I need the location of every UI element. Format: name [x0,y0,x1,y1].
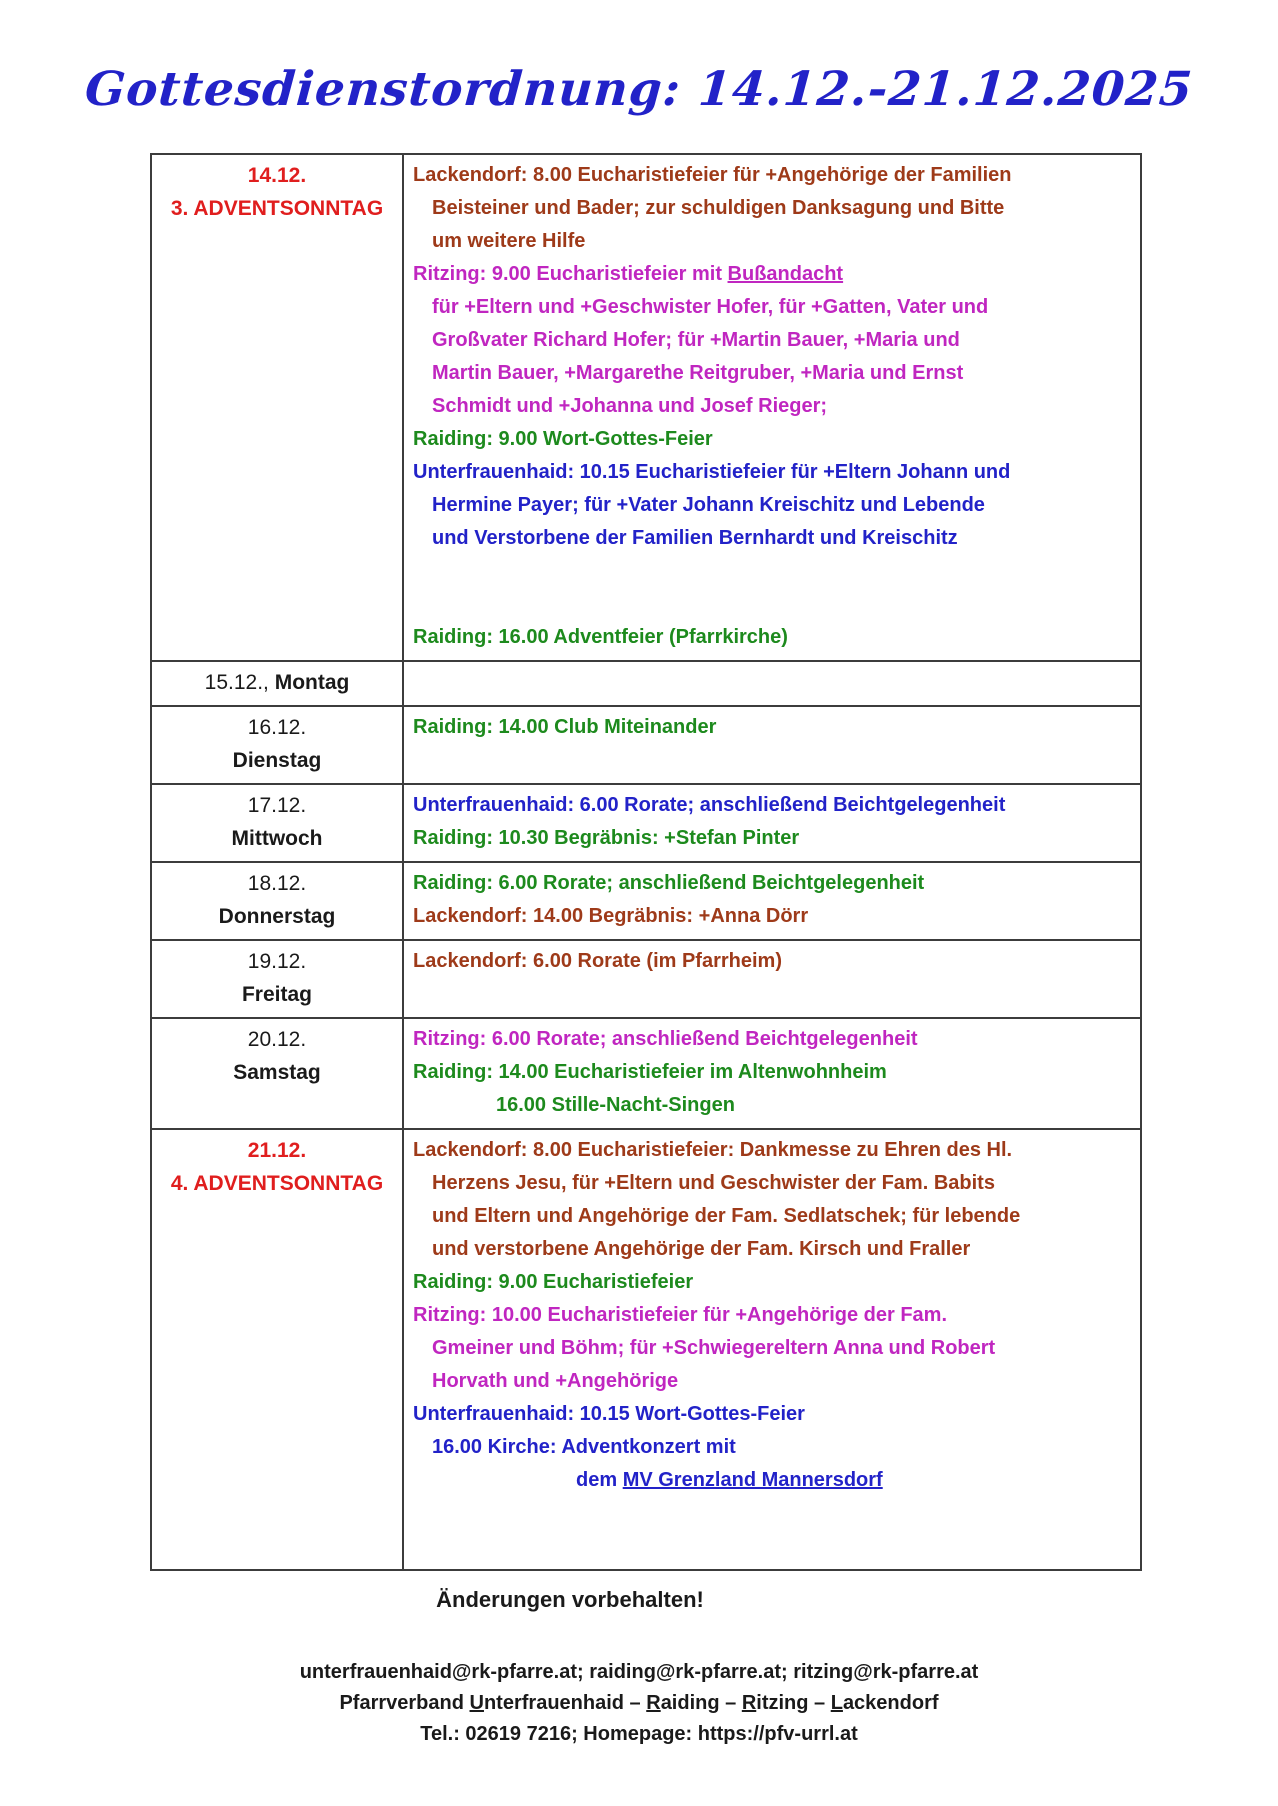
date-line [156,159,398,192]
text-segment: Unterfrauenhaid: 6.00 Rorate; anschließend Beichtgelegenheit [413,794,1006,816]
text-segment: um weitere Hilfe [432,230,586,252]
text-segment: Raiding: 9.00 Wort-Gottes-Feier [413,428,713,450]
date-cell [151,862,403,940]
service-line [408,789,1136,822]
text-segment: U [469,1692,484,1714]
text-segment: Gmeiner und Böhm; für +Schwiegereltern Anna und Robert [432,1337,996,1359]
text-segment: Dienstag [232,749,322,772]
text-segment: 16.12. [247,716,307,739]
date-line [156,822,398,855]
text-segment: 19.12. [247,950,307,973]
service-line [408,1134,1136,1167]
text-segment: ackendorf [842,1692,939,1714]
text-segment: Montag [274,671,350,694]
date-line [156,711,398,744]
text-segment: 20.12. [247,1028,307,1051]
table-row [151,862,1141,940]
table-row [151,940,1141,1018]
date-line [156,945,398,978]
date-cell [151,154,403,661]
text-segment: Ritzing: 10.00 Eucharistiefeier für +Angehörige der Fam. [413,1304,948,1326]
service-line [408,1398,1136,1431]
service-line [408,390,1136,423]
text-segment: und Verstorbene der Familien Bernhardt und Kreischitz [432,527,958,549]
footer [0,1657,1278,1750]
schedule-table [150,153,1142,1571]
service-line [408,1464,1136,1497]
services-cell [403,784,1141,862]
text-segment: 15.12., [204,671,275,694]
text-segment: Hermine Payer; für +Vater Johann Kreischitz und Lebende [432,494,985,516]
changes-note: Änderungen vorbehalten! [436,1587,704,1612]
date-line [156,978,398,1011]
service-line [408,867,1136,900]
text-segment: Martin Bauer, +Margarethe Reitgruber, +Maria und Ernst [432,362,964,384]
text-segment: Raiding: 10.30 Begräbnis: +Stefan Pinter [413,827,800,849]
service-line [408,588,1136,621]
table-row [151,661,1141,706]
text-segment: 17.12. [247,794,307,817]
text-segment: dem [576,1469,623,1491]
text-segment: 4. ADVENTSONNTAG [170,1172,384,1195]
footer-parish-line [0,1688,1278,1719]
table-row [151,154,1141,661]
text-segment: itzing – [756,1692,831,1714]
services-cell [403,1018,1141,1129]
service-line [408,1497,1136,1530]
services-cell [403,154,1141,661]
date-line [156,1056,398,1089]
service-line [408,1056,1136,1089]
text-segment: MV Grenzland Mannersdorf [622,1469,883,1491]
text-segment: Beisteiner und Bader; zur schuldigen Danksagung und Bitte [432,197,1005,219]
service-line [408,621,1136,654]
text-segment: Raiding: 6.00 Rorate; anschließend Beichtgelegenheit [413,872,925,894]
date-line [156,789,398,822]
date-cell [151,784,403,862]
services-cell [403,940,1141,1018]
text-segment: 21.12. [247,1139,307,1162]
text-segment: Lackendorf: 6.00 Rorate (im Pfarrheim) [413,950,782,972]
service-line [408,159,1136,192]
text-segment: Horvath und +Angehörige [432,1370,679,1392]
text-segment: Mittwoch [231,827,323,850]
text-segment: Lackendorf: 8.00 Eucharistiefeier für +Angehörige der Familien [413,164,1012,186]
text-segment: nterfrauenhaid – [483,1692,647,1714]
footer-emails: unterfrauenhaid@rk-pfarre.at; raiding@rk-pfarre.at; ritzing@rk-pfarre.at [299,1661,979,1683]
service-line [408,258,1136,291]
text-segment: 18.12. [247,872,307,895]
text-segment: aiding – [660,1692,742,1714]
service-line [408,555,1136,588]
text-segment: Samstag [233,1061,321,1084]
service-line [408,522,1136,555]
text-segment: R [741,1692,757,1714]
service-line [408,822,1136,855]
services-cell [403,862,1141,940]
text-segment: Pfarrverband [339,1692,470,1714]
text-segment: Bußandacht [727,263,844,285]
text-segment: und Eltern und Angehörige der Fam. Sedlatschek; für lebende [432,1205,1021,1227]
date-line [156,1134,398,1167]
text-segment: 3. ADVENTSONNTAG [170,197,384,220]
service-line [408,1299,1136,1332]
service-line [408,489,1136,522]
text-segment: Raiding: 16.00 Adventfeier (Pfarrkirche) [413,626,788,648]
text-segment: 16.00 Kirche: Adventkonzert mit [432,1436,736,1458]
service-line [408,1233,1136,1266]
text-segment: Donnerstag [218,905,336,928]
text-segment: Raiding: 9.00 Eucharistiefeier [413,1271,694,1293]
service-line [408,1023,1136,1056]
date-cell [151,1018,403,1129]
text-segment: 16.00 Stille-Nacht-Singen [496,1094,735,1116]
text-segment: R [646,1692,661,1714]
text-segment: Unterfrauenhaid: 10.15 Eucharistiefeier für +Eltern Johann und [413,461,1011,483]
services-cell [403,706,1141,784]
text-segment: Ritzing: 9.00 Eucharistiefeier mit [413,263,728,285]
service-line [408,945,1136,978]
service-line [408,192,1136,225]
service-line [408,1530,1136,1563]
service-line [408,900,1136,933]
service-line [408,1431,1136,1464]
text-segment: für +Eltern und +Geschwister Hofer, für +Gatten, Vater und [432,296,989,318]
service-line [408,423,1136,456]
date-line [156,1167,398,1200]
text-segment: Lackendorf: 14.00 Begräbnis: +Anna Dörr [413,905,809,927]
date-cell [151,706,403,784]
date-line [156,666,398,699]
text-segment: Großvater Richard Hofer; für +Martin Bauer, +Maria und [432,329,960,351]
table-row [151,1129,1141,1570]
footer-contact: Tel.: 02619 7216; Homepage: https://pfv-urrl.at [420,1723,858,1745]
service-line [408,1167,1136,1200]
text-segment: 14.12. [247,164,307,187]
text-segment: Lackendorf: 8.00 Eucharistiefeier: Dankmesse zu Ehren des Hl. [413,1139,1013,1161]
service-line [408,225,1136,258]
service-line [408,1365,1136,1398]
text-segment: Freitag [241,983,312,1006]
service-line [408,1200,1136,1233]
text-segment: Unterfrauenhaid: 10.15 Wort-Gottes-Feier [413,1403,805,1425]
text-segment: Herzens Jesu, für +Eltern und Geschwister der Fam. Babits [432,1172,995,1194]
text-segment: Schmidt und +Johanna und Josef Rieger; [432,395,828,417]
table-row [151,1018,1141,1129]
text-segment: L [830,1692,843,1714]
date-line [156,867,398,900]
date-line [156,744,398,777]
date-cell [151,940,403,1018]
services-cell [403,661,1141,706]
date-line [156,900,398,933]
date-line [156,1023,398,1056]
text-segment: Raiding: 14.00 Club Miteinander [413,716,717,738]
service-line [408,1089,1136,1122]
text-segment: und verstorbene Angehörige der Fam. Kirsch und Fraller [432,1238,971,1260]
service-line [408,324,1136,357]
service-line [408,456,1136,489]
date-line [156,192,398,225]
date-cell [151,1129,403,1570]
table-row [151,706,1141,784]
text-segment: Raiding: 14.00 Eucharistiefeier im Altenwohnheim [413,1061,887,1083]
page-title: Gottesdienstordnung: 14.12.-21.12.2025 [83,62,1195,117]
services-cell [403,1129,1141,1570]
service-line [408,1266,1136,1299]
text-segment: Ritzing: 6.00 Rorate; anschließend Beichtgelegenheit [413,1028,918,1050]
table-row [151,784,1141,862]
service-line [408,291,1136,324]
service-line [408,711,1136,744]
service-line [408,1332,1136,1365]
date-cell [151,661,403,706]
service-line [408,357,1136,390]
